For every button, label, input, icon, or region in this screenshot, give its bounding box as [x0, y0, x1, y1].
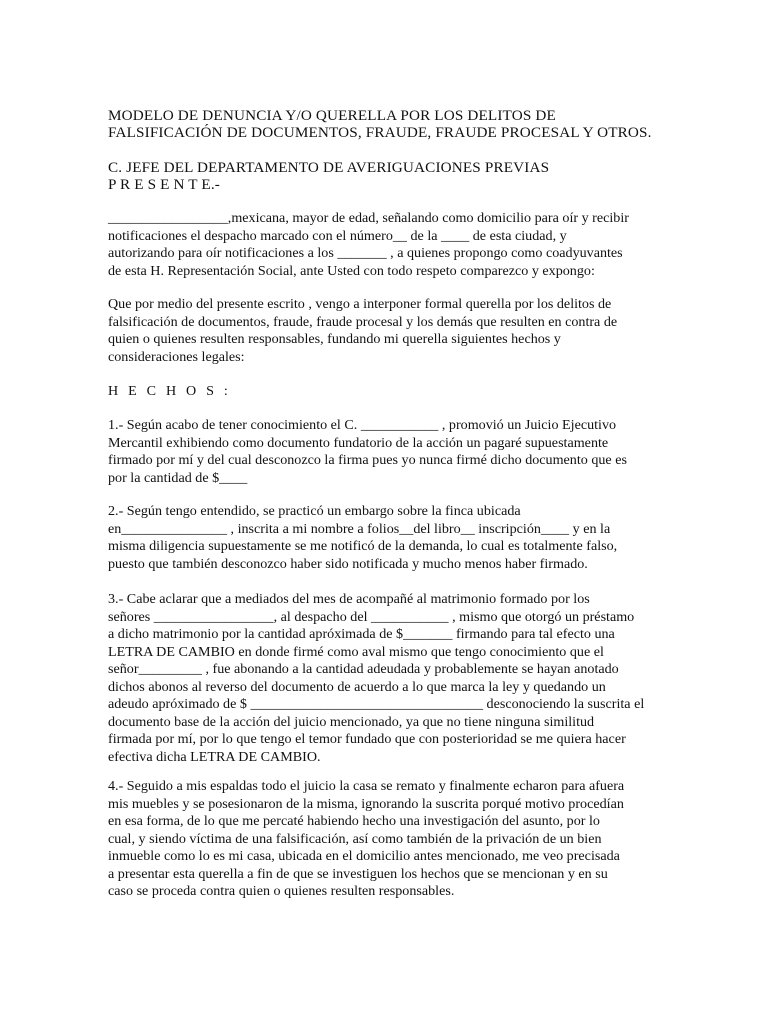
paragraph-line: 2.- Según tengo entendido, se practicó un embargo sobre la finca ubicada: [108, 503, 521, 519]
section-heading: H E C H O S :: [108, 383, 232, 399]
document-title: [108, 107, 668, 141]
fact-3-paragraph: [108, 591, 668, 766]
paragraph-line: efectiva dicha LETRA DE CAMBIO.: [108, 748, 321, 765]
purpose-paragraph: [108, 296, 668, 366]
paragraph-line: puesto que también desconozco haber sido notificada y mucho menos haber firmado.: [108, 555, 588, 572]
paragraph-line: señor_________ , fue abonando a la cantidad adeudada y probablemente se hayan anotado: [108, 661, 619, 677]
paragraph-line: misma diligencia supuestamente se me notificó de la demanda, lo cual es totalmente falso,: [108, 538, 618, 554]
facts-heading: [108, 383, 668, 401]
paragraph-line: en esa forma, de lo que me percaté habiendo hecho una investigación del asunto, por lo: [108, 813, 600, 829]
fact-2-paragraph: [108, 503, 668, 573]
paragraph-line: 3.- Cabe aclarar que a mediados del mes de acompañé al matrimonio formado por los: [108, 591, 590, 607]
title-line: FALSIFICACIÓN DE DOCUMENTOS, FRAUDE, FRAUDE PROCESAL Y OTROS.: [108, 124, 652, 141]
addressee-line: P R E S E N T E.-: [108, 176, 220, 193]
paragraph-line: a dicho matrimonio por la cantidad apróximada de $_______ firmando para tal efecto una: [108, 626, 615, 642]
paragraph-line: notificaciones el despacho marcado con el número__ de la ____ de esta ciudad, y: [108, 227, 567, 244]
paragraph-line: Que por medio del presente escrito , vengo a interponer formal querella por los delitos de: [108, 296, 612, 312]
paragraph-line: dichos abonos al reverso del documento de acuerdo a lo que marca la ley y quedando un: [108, 678, 606, 695]
paragraph-line: firmada por mí, por lo que tengo el temor fundado que con posterioridad se me quiera hacer: [108, 731, 626, 747]
paragraph-line: falsificación de documentos, fraude, fraude procesal y los demás que resulten en contra de: [108, 313, 618, 330]
paragraph-line: autorizando para oír notificaciones a los _______ , a quienes propongo como coadyuvantes: [108, 245, 623, 261]
paragraph-line: 1.- Según acabo de tener conocimiento el C. ___________ , promovió un Juicio Ejecutivo: [108, 417, 617, 433]
intro-paragraph: [108, 210, 668, 280]
paragraph-line: en_______________ , inscrita a mi nombre a folios__del libro__ inscripción____ y en la: [108, 520, 611, 537]
paragraph-line: LETRA DE CAMBIO en donde firmé como aval mismo que tengo conocimiento que el: [108, 643, 604, 660]
title-line: MODELO DE DENUNCIA Y/O QUERELLA POR LOS DELITOS DE: [108, 107, 556, 124]
paragraph-line: adeudo apróximado de $ _________________________________ desconociendo la suscrita el: [108, 696, 645, 712]
paragraph-line: 4.- Seguido a mis espaldas todo el juicio la casa se remato y finalmente echaron para afuera: [108, 778, 625, 794]
paragraph-line: documento base de la acción del juicio mencionado, ya que no tiene ninguna similitud: [108, 713, 595, 730]
paragraph-line: quien o quienes resulten responsables, fundando mi querella siguientes hechos y: [108, 331, 561, 347]
fact-4-paragraph: [108, 778, 668, 901]
paragraph-line: consideraciones legales:: [108, 348, 245, 365]
addressee-line: C. JEFE DEL DEPARTAMENTO DE AVERIGUACIONES PREVIAS: [108, 159, 550, 176]
paragraph-line: a presentar esta querella a fin de que se investiguen los hechos que se mencionan y en su: [108, 865, 608, 882]
paragraph-line: por la cantidad de $____: [108, 469, 248, 486]
paragraph-line: inmueble como lo es mi casa, ubicada en el domicilio antes mencionado, me veo precisada: [108, 848, 620, 864]
paragraph-line: Mercantil exhibiendo como documento fundatorio de la acción un pagaré supuestamente: [108, 434, 609, 451]
addressee-block: [108, 159, 668, 193]
paragraph-line: mis muebles y se posesionaron de la misma, ignorando la suscrita porqué motivo procedían: [108, 795, 624, 812]
paragraph-line: cual, y siendo víctima de una falsificación, así como también de la privación de un bien: [108, 830, 602, 847]
paragraph-line: firmado por mí y del cual desconozco la firma pues yo nunca firmé dicho documento que es: [108, 452, 627, 468]
paragraph-line: señores _________________, al despacho del ___________ , mismo que otorgó un préstamo: [108, 608, 635, 625]
fact-1-paragraph: [108, 417, 668, 487]
paragraph-line: _________________,mexicana, mayor de edad, señalando como domicilio para oír y recibir: [108, 210, 629, 226]
paragraph-line: de esta H. Representación Social, ante Usted con todo respeto comparezco y expongo:: [108, 262, 595, 279]
paragraph-line: caso se proceda contra quien o quienes resulten responsables.: [108, 883, 455, 899]
